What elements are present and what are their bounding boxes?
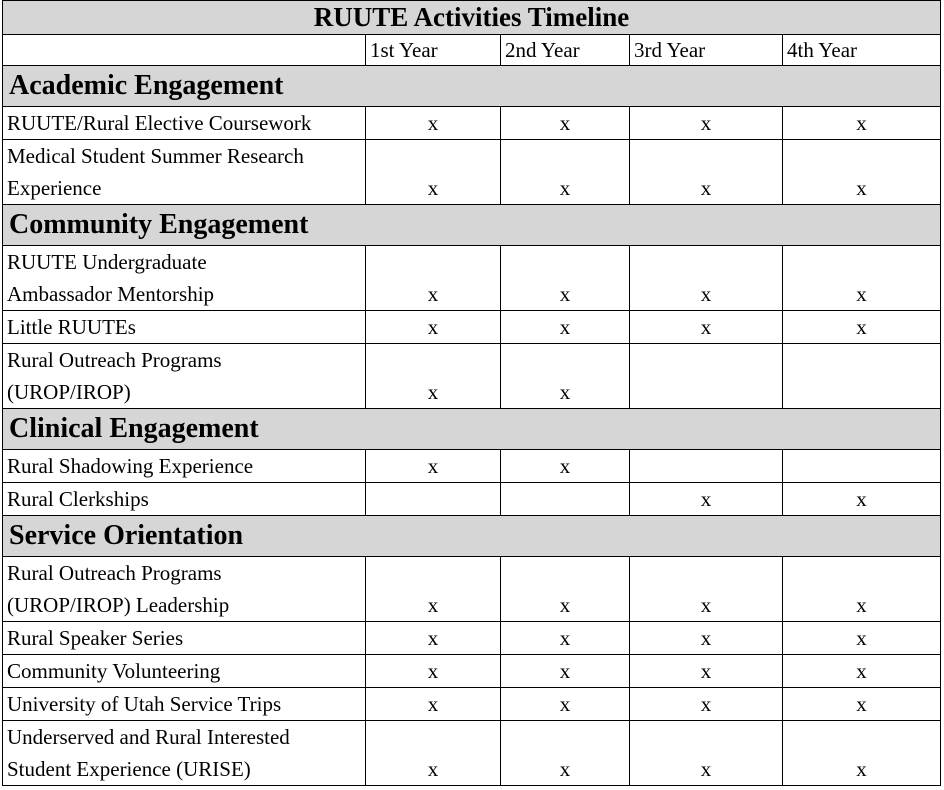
year-2-mark: x [501,344,630,409]
year-2-mark: x [501,107,630,140]
year-3-mark: x [630,688,783,721]
year-4-mark: x [783,246,941,311]
year-2-mark: x [501,311,630,344]
activity-name: Medical Student Summer Research Experience [3,140,366,205]
activity-row [3,107,941,140]
activity-name: Community Volunteering [3,655,366,688]
year-4-mark: x [783,622,941,655]
activity-row [3,450,941,483]
year-3-mark: x [630,622,783,655]
year-4-mark [783,450,941,483]
section-heading: Service Orientation [3,516,941,557]
year-3-mark: x [630,557,783,622]
year-2-mark: x [501,688,630,721]
year-4-mark: x [783,140,941,205]
header-activity-column [3,35,366,66]
year-4-mark: x [783,107,941,140]
activity-row [3,246,941,311]
year-4-mark: x [783,483,941,516]
section-heading: Community Engagement [3,205,941,246]
header-year-1: 1st Year [366,35,501,66]
section-row [3,516,941,557]
activity-name: RUUTE/Rural Elective Coursework [3,107,366,140]
activity-name: Underserved and Rural Interested Student Experience (URISE) [3,721,366,786]
activity-row [3,557,941,622]
year-1-mark: x [366,107,501,140]
year-1-mark: x [366,246,501,311]
header-year-4: 4th Year [783,35,941,66]
year-4-mark: x [783,557,941,622]
section-row [3,66,941,107]
year-1-mark: x [366,721,501,786]
year-2-mark [501,483,630,516]
activity-row [3,311,941,344]
header-year-3: 3rd Year [630,35,783,66]
year-3-mark: x [630,246,783,311]
activity-name: Rural Shadowing Experience [3,450,366,483]
year-1-mark: x [366,344,501,409]
year-3-mark [630,450,783,483]
year-1-mark: x [366,655,501,688]
year-2-mark: x [501,557,630,622]
activity-row [3,688,941,721]
year-1-mark [366,483,501,516]
activities-timeline-table [2,0,941,786]
activity-row [3,622,941,655]
activity-name: Little RUUTEs [3,311,366,344]
activity-row [3,721,941,786]
year-1-mark: x [366,140,501,205]
title-row [3,1,941,35]
year-1-mark: x [366,557,501,622]
activity-row [3,483,941,516]
header-row [3,35,941,66]
year-3-mark: x [630,140,783,205]
year-2-mark: x [501,140,630,205]
activity-name: Rural Speaker Series [3,622,366,655]
section-row [3,409,941,450]
year-3-mark: x [630,107,783,140]
year-4-mark: x [783,721,941,786]
year-4-mark [783,344,941,409]
year-1-mark: x [366,622,501,655]
year-2-mark: x [501,246,630,311]
year-1-mark: x [366,688,501,721]
year-4-mark: x [783,655,941,688]
section-heading: Clinical Engagement [3,409,941,450]
year-3-mark: x [630,483,783,516]
activity-row [3,655,941,688]
year-3-mark [630,344,783,409]
year-1-mark: x [366,450,501,483]
year-1-mark: x [366,311,501,344]
section-row [3,205,941,246]
activity-name: Rural Clerkships [3,483,366,516]
year-2-mark: x [501,655,630,688]
activity-row [3,344,941,409]
activity-name: RUUTE Undergraduate Ambassador Mentorship [3,246,366,311]
activity-name: Rural Outreach Programs (UROP/IROP) [3,344,366,409]
year-2-mark: x [501,721,630,786]
activity-name: Rural Outreach Programs (UROP/IROP) Leadership [3,557,366,622]
year-2-mark: x [501,622,630,655]
year-3-mark: x [630,655,783,688]
section-heading: Academic Engagement [3,66,941,107]
activity-row [3,140,941,205]
year-3-mark: x [630,721,783,786]
year-2-mark: x [501,450,630,483]
year-4-mark: x [783,688,941,721]
year-3-mark: x [630,311,783,344]
table-title: RUUTE Activities Timeline [3,1,941,35]
timeline-table-body [3,1,941,786]
header-year-2: 2nd Year [501,35,630,66]
year-4-mark: x [783,311,941,344]
activity-name: University of Utah Service Trips [3,688,366,721]
